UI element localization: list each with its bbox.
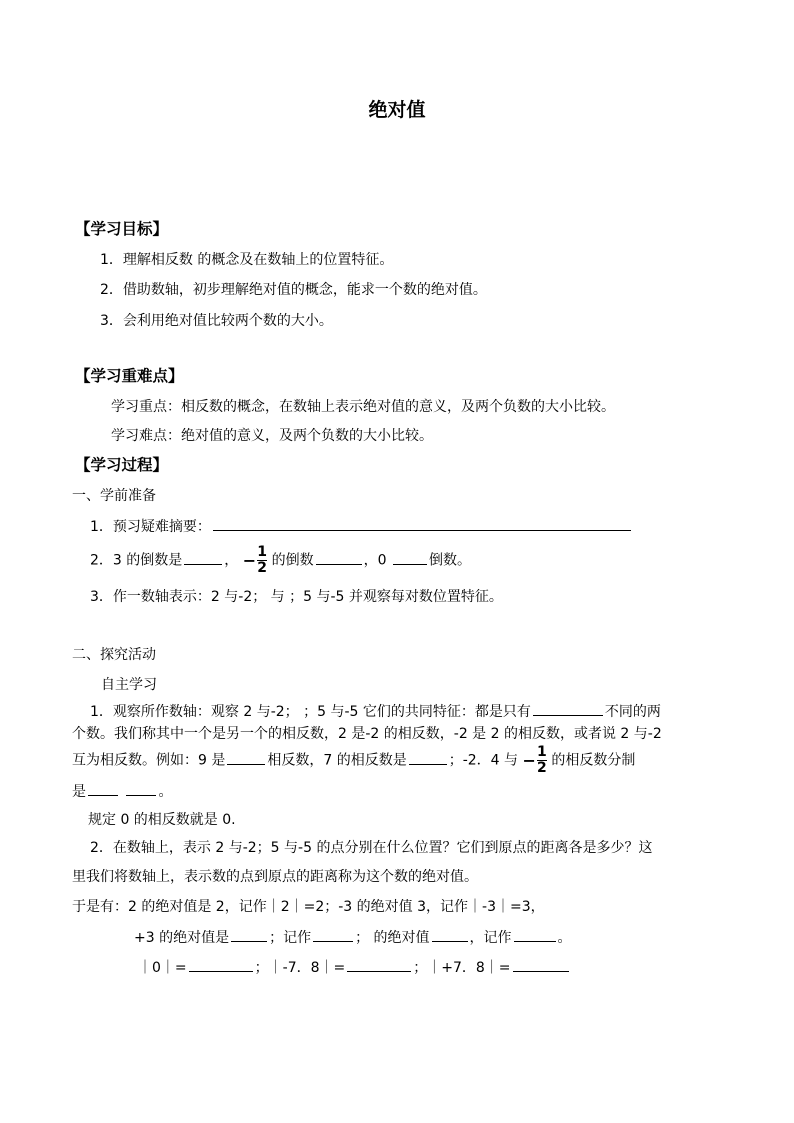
fraction-denominator: 2	[537, 760, 547, 776]
prep-q2-text-d: ，0	[363, 552, 387, 569]
explore-p1-line3-text-c: ；-2．4 与	[448, 752, 519, 769]
explore-p3-line2-text-a: +3 的绝对值是	[134, 930, 230, 946]
explore-p1-line3-text-a: 互为相反数。例如：9 是	[72, 752, 226, 769]
explore-p1-line4-text-b: 。	[158, 784, 173, 800]
explore-p1-line4	[72, 780, 172, 802]
explore-p3-line2-text-e: 。	[557, 930, 572, 946]
explore-p1-line3-text-b: 相反数，7 的相反数是	[267, 752, 407, 769]
explore-p3-line3-text-a: ｜0｜=	[138, 960, 187, 976]
explore-p1-blank-2[interactable]	[227, 749, 265, 765]
explore-p3-line1: 于是有：2 的绝对值是 2，记作｜2｜=2；-3 的绝对值 3，记作｜-3｜=3，	[72, 899, 545, 915]
fraction-minus: −	[242, 550, 257, 570]
explore-p3-blank-1[interactable]	[231, 926, 267, 942]
goal-item-3: 3．会利用绝对值比较两个数的大小。	[100, 313, 333, 329]
prep-q2-text-e: 倒数。	[428, 552, 471, 569]
key-points-heading: 【学习重难点】	[75, 367, 184, 385]
prep-q2-blank-2[interactable]	[316, 549, 362, 565]
explore-p3-blank-4[interactable]	[514, 926, 556, 942]
prep-q1	[90, 515, 633, 537]
explore-p3-blank-3[interactable]	[432, 926, 468, 942]
prep-q2-blank-1[interactable]	[184, 549, 222, 565]
explore-p3-blank-5[interactable]	[189, 956, 253, 972]
prep-q3: 3．作一数轴表示：2 与-2； 与 ；5 与-5 并观察每对数位置特征。	[90, 589, 503, 605]
prep-q2-text-a: 2．3 的倒数是	[90, 552, 183, 569]
explore-p3-line2-text-d: ，记作	[469, 930, 512, 946]
explore-p2-line2: 里我们将数轴上，表示数的点到原点的距离称为这个数的绝对值。	[72, 869, 478, 885]
prep-q2-text-b: ，	[224, 552, 239, 569]
explore-p3-line2-text-b: ；记作	[269, 930, 312, 946]
key-focus: 学习重点：相反数的概念，在数轴上表示绝对值的意义，及两个负数的大小比较。	[111, 399, 615, 415]
fraction-minus: −	[522, 750, 536, 770]
goal-item-2: 2．借助数轴，初步理解绝对值的概念，能求一个数的绝对值。	[100, 282, 487, 298]
explore-rule: 规定 0 的相反数就是 0.	[88, 812, 236, 828]
explore-p3-blank-7[interactable]	[513, 956, 569, 972]
explore-p3-line2-text-c: ； 的绝对值	[355, 930, 430, 946]
explore-p3-line3-text-c: ；｜+7．8｜=	[413, 960, 511, 976]
explore-p3-line3-text-b: ；｜-7．8｜=	[254, 960, 346, 976]
prep-q1-blank[interactable]	[213, 515, 631, 531]
prep-q2	[90, 545, 471, 576]
explore-p3-line2	[134, 926, 572, 948]
explore-p2-line1: 2．在数轴上，表示 2 与-2；5 与-5 的点分别在什么位置？它们到原点的距离各是多少？这	[90, 840, 653, 856]
fraction-neg-half	[243, 545, 267, 576]
page-title: 绝对值	[368, 99, 426, 121]
prep-q2-blank-3[interactable]	[393, 549, 427, 565]
explore-p1-line4-text-a: 是	[72, 784, 86, 800]
explore-p3-blank-2[interactable]	[313, 926, 353, 942]
explore-p1-line3	[72, 745, 635, 776]
fraction-denominator: 2	[257, 560, 267, 576]
goals-heading: 【学习目标】	[75, 220, 169, 238]
explore-p1-blank-5[interactable]	[126, 780, 156, 796]
key-difficulty: 学习难点：绝对值的意义，及两个负数的大小比较。	[111, 428, 433, 444]
explore-p1-line1	[90, 700, 661, 722]
fraction-numerator: 1	[257, 544, 267, 560]
explore-p1-line3-text-d: 的相反数分制	[551, 752, 636, 769]
fraction-neg-half-2	[523, 745, 547, 776]
explore-p1-blank-4[interactable]	[88, 780, 118, 796]
explore-p1-blank-3[interactable]	[409, 749, 447, 765]
fraction-numerator: 1	[537, 744, 547, 760]
process-heading: 【学习过程】	[75, 456, 169, 474]
explore-p3-blank-6[interactable]	[347, 956, 411, 972]
goal-item-1: 1．理解相反数 的概念及在数轴上的位置特征。	[100, 252, 394, 268]
prep-q1-label: 1．预习疑难摘要：	[90, 519, 211, 535]
self-study-label: 自主学习	[101, 677, 157, 693]
prep-q2-text-c: 的倒数	[271, 552, 314, 569]
explore-p1-blank-1[interactable]	[533, 700, 603, 716]
explore-heading: 二、探究活动	[72, 647, 156, 663]
prep-heading: 一、学前准备	[72, 488, 156, 504]
explore-p1-text-a: 1．观察所作数轴：观察 2 与-2； ；5 与-5 它们的共同特征：都是只有	[90, 704, 531, 720]
explore-p3-line3	[138, 956, 571, 978]
explore-p1-text-b: 不同的两	[604, 704, 661, 720]
explore-p1-line2: 个数。我们称其中一个是另一个的相反数，2 是-2 的相反数，-2 是 2 的相反数，或者说 2 与-2	[72, 726, 662, 742]
